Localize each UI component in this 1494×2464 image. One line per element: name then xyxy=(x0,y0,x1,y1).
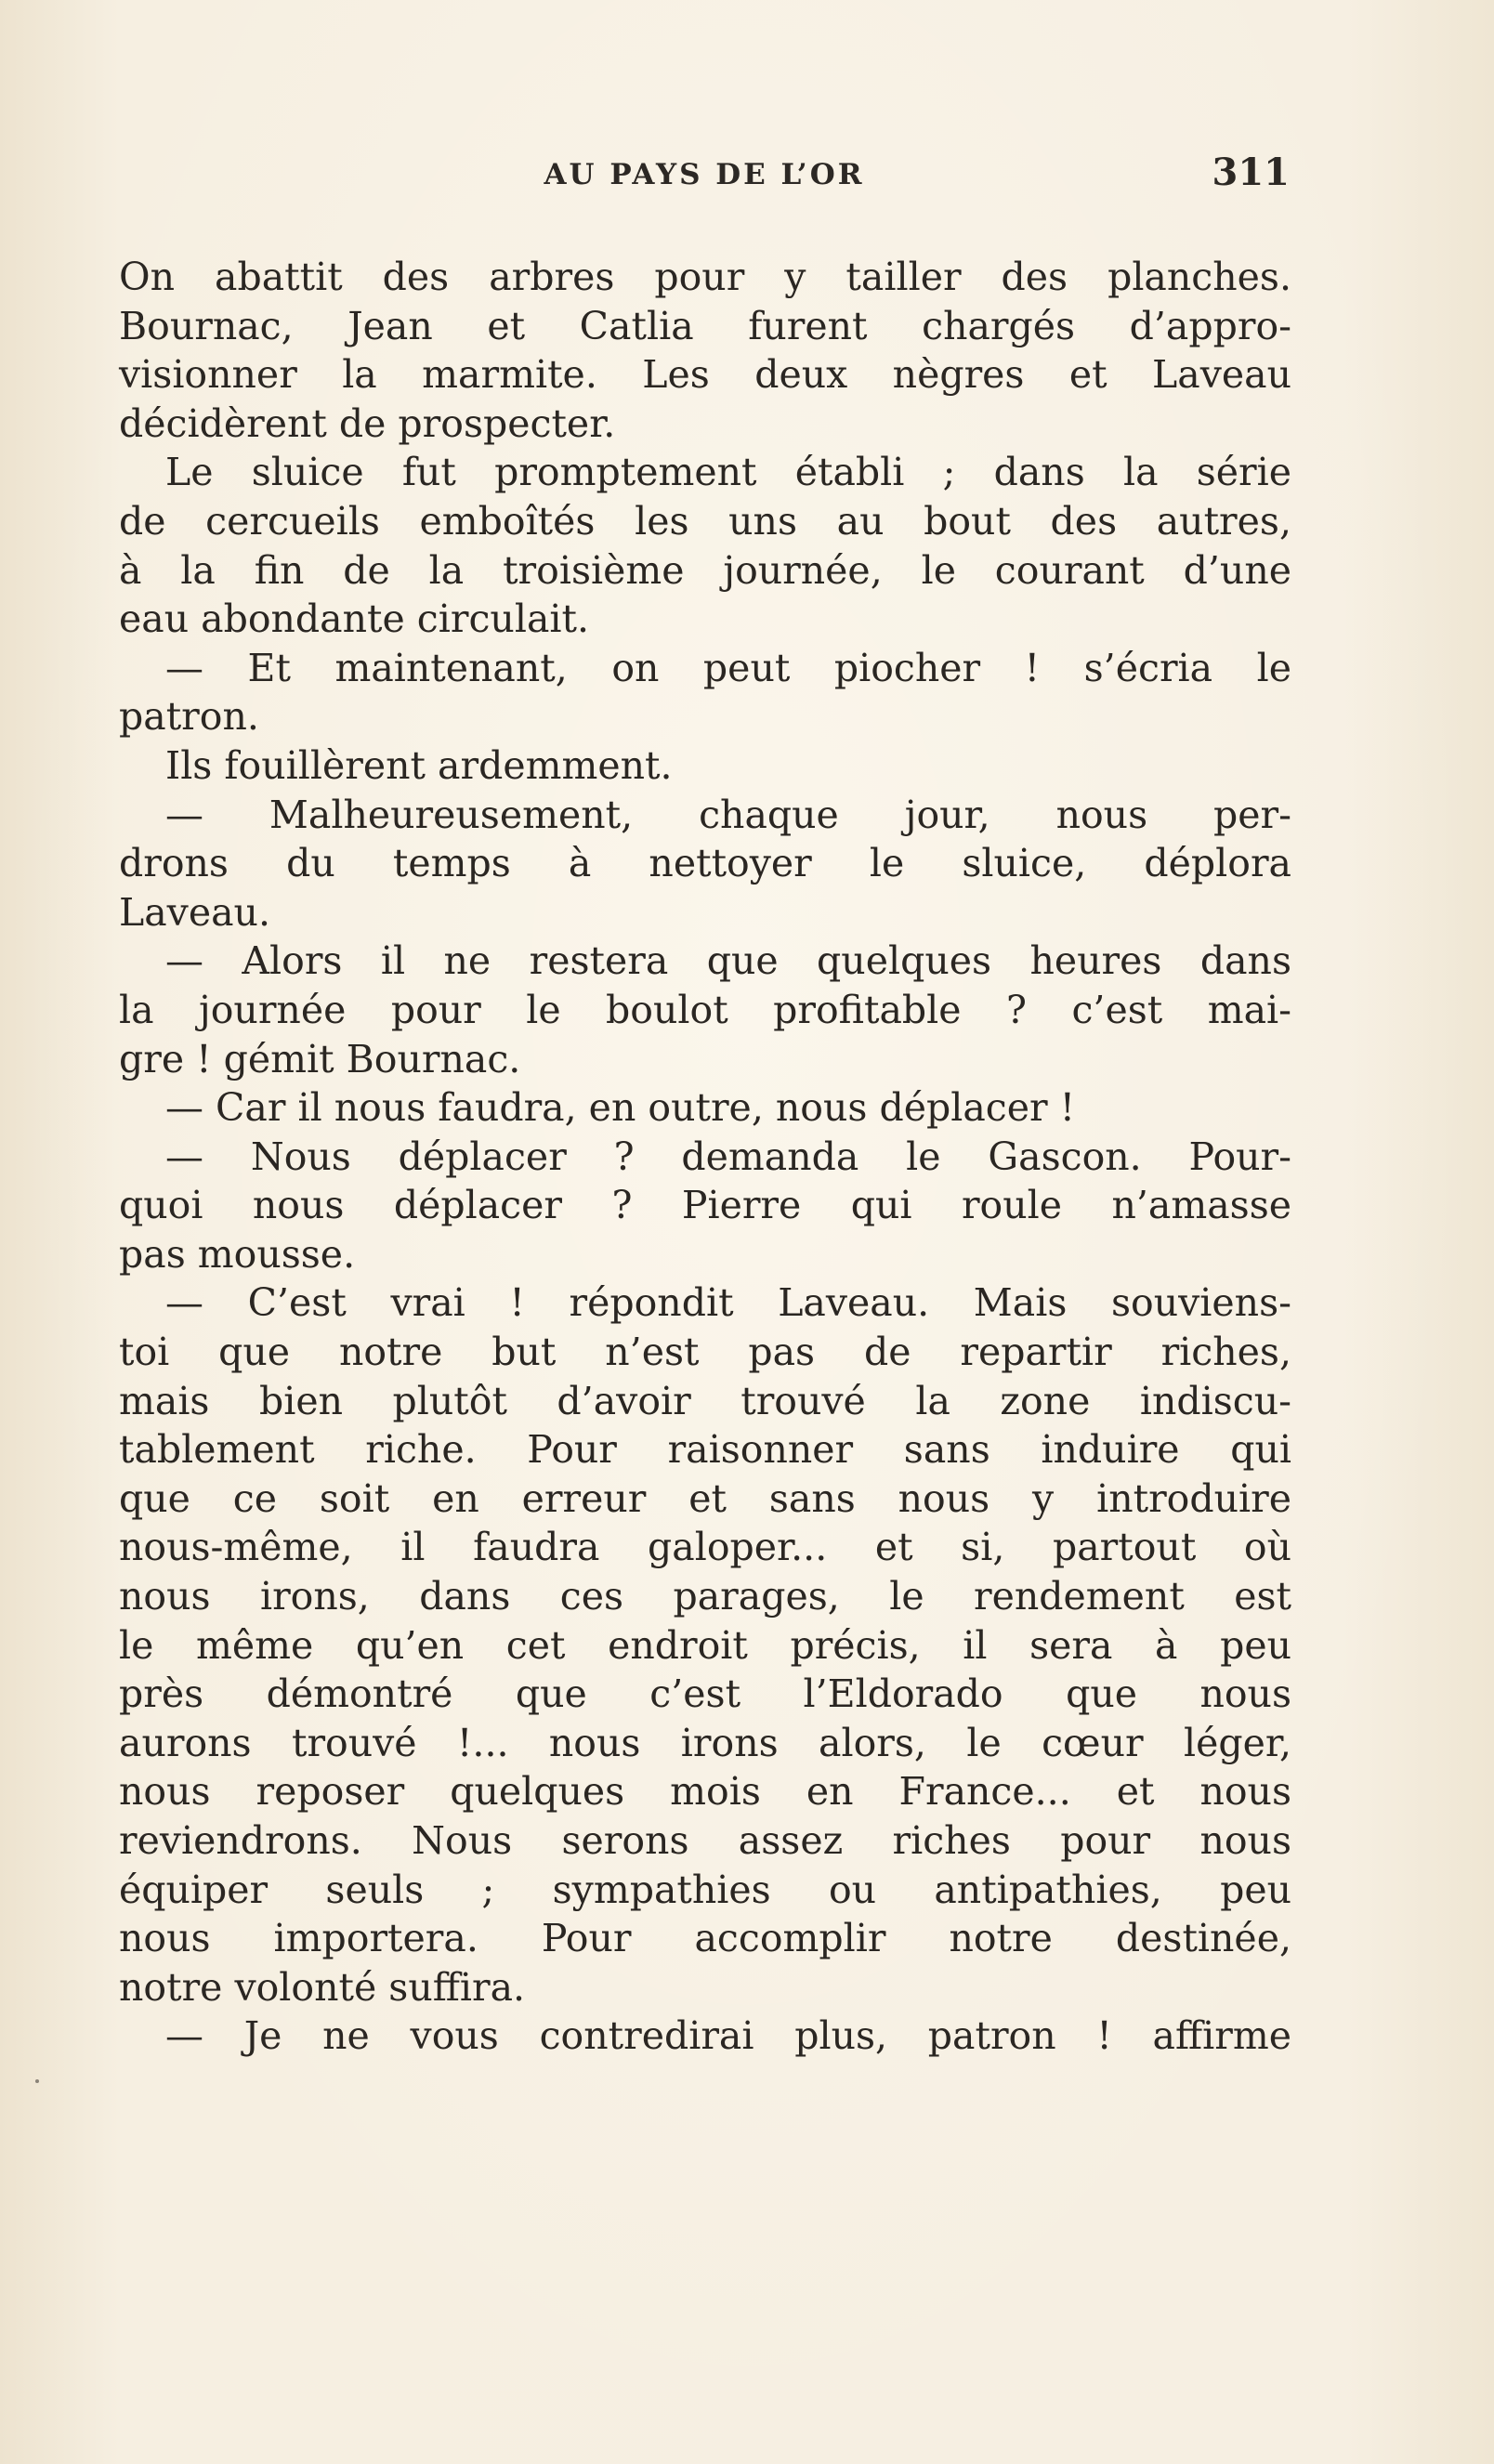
text-line: de cercueils emboîtés les uns au bout des autres, xyxy=(119,498,1291,544)
text-line: — Car il nous faudra, en outre, nous déplacer ! xyxy=(165,1085,1076,1131)
text-line: que ce soit en erreur et sans nous y introduire xyxy=(119,1475,1291,1521)
text-line: gre ! gémit Bournac. xyxy=(119,1036,521,1081)
text-line: drons du temps à nettoyer le sluice, déplora xyxy=(119,841,1291,886)
text-line: nous-même, il faudra galoper... et si, partout où xyxy=(119,1525,1291,1570)
text-line: la journée pour le boulot profitable ? c’est mai- xyxy=(119,987,1291,1032)
text-line: quoi nous déplacer ? Pierre qui roule n’amasse xyxy=(119,1183,1291,1228)
text-line: patron. xyxy=(119,694,259,740)
text-line: près démontré que c’est l’Eldorado que nous xyxy=(119,1671,1291,1717)
paper-speck xyxy=(35,2079,39,2083)
page-number: 311 xyxy=(1212,151,1290,194)
text-line: eau abondante circulait. xyxy=(119,596,590,642)
text-line: nous reposer quelques mois en France... et nous xyxy=(119,1769,1291,1815)
text-line: reviendrons. Nous serons assez riches pour nous xyxy=(119,1818,1291,1863)
text-line: — C’est vrai ! répondit Laveau. Mais souviens- xyxy=(165,1280,1291,1326)
text-line: Ils fouillèrent ardemment. xyxy=(165,742,673,788)
text-line: équiper seuls ; sympathies ou antipathies, peu xyxy=(119,1867,1291,1912)
text-line: pas mousse. xyxy=(119,1231,356,1277)
text-line: Bournac, Jean et Catlia furent chargés d’appro- xyxy=(119,303,1291,348)
text-line: aurons trouvé !... nous irons alors, le cœur léger, xyxy=(119,1720,1291,1765)
text-line: — Alors il ne restera que quelques heures dans xyxy=(165,938,1291,984)
text-line: nous irons, dans ces parages, le rendement est xyxy=(119,1574,1291,1619)
text-line: Le sluice fut promptement établi ; dans la série xyxy=(165,450,1291,495)
running-title: AU PAYS DE L’OR xyxy=(544,158,865,191)
text-line: mais bien plutôt d’avoir trouvé la zone indiscu- xyxy=(119,1378,1291,1423)
text-line: à la fin de la troisième journée, le courant d’une xyxy=(119,547,1291,593)
text-line: — Je ne vous contredirai plus, patron ! affirme xyxy=(165,2013,1291,2059)
text-line: toi que notre but n’est pas de repartir riches, xyxy=(119,1330,1291,1375)
text-line: — Malheureusement, chaque jour, nous per- xyxy=(165,792,1291,837)
page-header xyxy=(119,149,1290,201)
text-line: le même qu’en cet endroit précis, il sera à peu xyxy=(119,1622,1291,1668)
body-text xyxy=(119,253,1291,2061)
text-line: visionner la marmite. Les deux nègres et Laveau xyxy=(119,352,1291,398)
text-line: Laveau. xyxy=(119,889,270,935)
text-line: notre volonté suffira. xyxy=(119,1964,526,2010)
text-line: décidèrent de prospecter. xyxy=(119,400,616,446)
text-line: — Et maintenant, on peut piocher ! s’écria le xyxy=(165,645,1291,690)
text-line: tablement riche. Pour raisonner sans induire qui xyxy=(119,1427,1291,1473)
text-line: — Nous déplacer ? demanda le Gascon. Pour- xyxy=(165,1134,1291,1179)
text-line: On abattit des arbres pour y tailler des planches. xyxy=(119,255,1291,299)
text-line: nous importera. Pour accomplir notre destinée, xyxy=(119,1916,1291,1961)
